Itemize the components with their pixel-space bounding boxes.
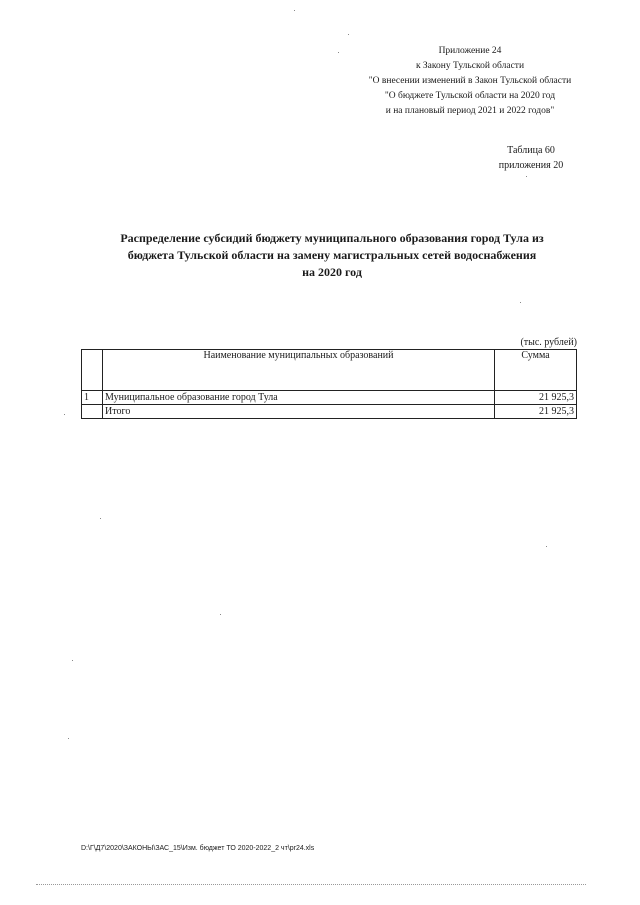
total-num bbox=[82, 405, 103, 419]
table-ref-line: Таблица 60 bbox=[507, 145, 555, 156]
row-amount: 21 925,3 bbox=[495, 391, 577, 405]
scan-speck bbox=[520, 302, 521, 303]
annex-header bbox=[352, 44, 588, 119]
table-total-row bbox=[82, 405, 577, 419]
subsidy-table bbox=[81, 349, 577, 419]
header-num bbox=[82, 350, 103, 391]
scan-speck bbox=[338, 52, 339, 53]
scan-noise-line bbox=[36, 884, 586, 886]
header-amount: Сумма bbox=[495, 350, 577, 391]
annex-line: к Закону Тульской области bbox=[415, 61, 525, 71]
scan-speck bbox=[72, 660, 73, 661]
row-name: Муниципальное образование город Тула bbox=[103, 391, 495, 405]
document-title bbox=[96, 230, 568, 281]
table-header-row bbox=[82, 350, 577, 391]
file-path: D:\Г\Д7\2020\ЗАКОНЫ\ЗАС_15\Изм. бюджет ТО 2020-2022_2 чт\pr24.xls bbox=[81, 845, 315, 852]
units-label: (тыс. рублей) bbox=[520, 337, 577, 348]
scan-speck bbox=[68, 738, 69, 739]
table-row bbox=[82, 391, 577, 405]
annex-line: Приложение 24 bbox=[438, 46, 502, 56]
annex-line: и на плановый период 2021 и 2022 годов" bbox=[385, 106, 555, 116]
title-line: на 2020 год bbox=[302, 265, 362, 279]
title-line: Распределение субсидий бюджету муниципального образования город Тула из bbox=[120, 231, 544, 245]
scan-speck bbox=[526, 176, 527, 177]
title-line: бюджета Тульской области на замену магистральных сетей водоснабжения bbox=[127, 248, 537, 262]
scan-speck bbox=[64, 414, 65, 415]
scan-speck bbox=[546, 546, 547, 547]
row-num: 1 bbox=[82, 391, 103, 405]
table-ref-line: приложения 20 bbox=[498, 160, 564, 171]
scan-speck bbox=[220, 614, 221, 615]
scan-speck bbox=[294, 10, 295, 11]
scan-speck bbox=[348, 34, 349, 35]
total-label: Итого bbox=[103, 405, 495, 419]
annex-line: "О внесении изменений в Закон Тульской области bbox=[368, 76, 572, 86]
table-reference bbox=[486, 143, 576, 173]
scan-speck bbox=[100, 518, 101, 519]
annex-line: "О бюджете Тульской области на 2020 год bbox=[384, 91, 556, 101]
header-name: Наименование муниципальных образований bbox=[103, 350, 495, 391]
total-amount: 21 925,3 bbox=[495, 405, 577, 419]
